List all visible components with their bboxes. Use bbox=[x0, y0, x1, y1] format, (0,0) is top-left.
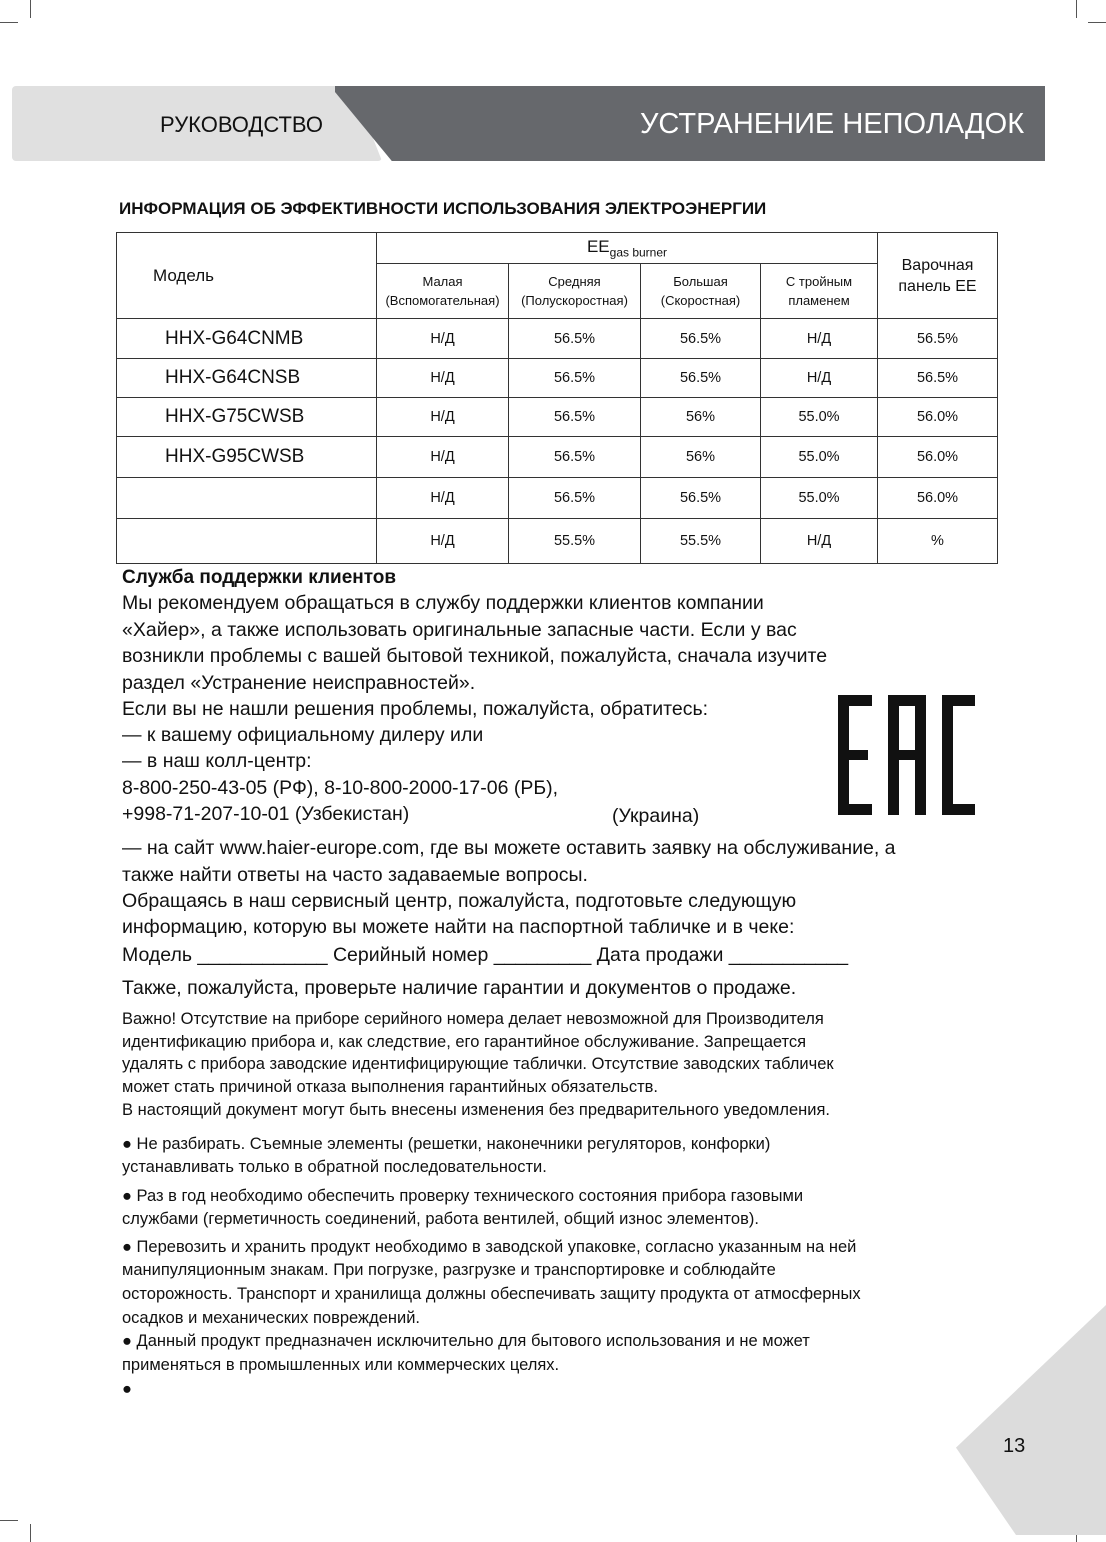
header-section-title: УСТРАНЕНИЕ НЕПОЛАДОК bbox=[640, 108, 1025, 140]
value-cell: 56.0% bbox=[878, 437, 998, 478]
value-cell: 55.0% bbox=[761, 437, 878, 478]
model-cell: HHX-G64CNMB bbox=[117, 319, 377, 359]
value-cell: 56% bbox=[641, 437, 761, 478]
model-cell bbox=[117, 519, 377, 564]
model-cell: HHX-G64CNSB bbox=[117, 359, 377, 398]
header-line: (Полускоростная) bbox=[521, 293, 628, 308]
page-corner-shape bbox=[956, 1305, 1106, 1535]
value-cell: 56.5% bbox=[641, 319, 761, 359]
support-line: раздел «Устранение неисправностей». bbox=[122, 672, 476, 694]
value-cell: 55.0% bbox=[761, 478, 878, 519]
model-header: Модель bbox=[117, 233, 377, 319]
page-number: 13 bbox=[1003, 1435, 1026, 1457]
crop-mark bbox=[0, 1520, 18, 1521]
value-cell: % bbox=[878, 519, 998, 564]
value-cell: 56.5% bbox=[878, 319, 998, 359]
header-line: Большая bbox=[673, 274, 728, 289]
value-cell: 56.5% bbox=[878, 359, 998, 398]
bullet-line: устанавливать только в обратной последовательности. bbox=[122, 1158, 547, 1176]
header-line: Средняя bbox=[548, 274, 601, 289]
value-cell: 55.0% bbox=[761, 398, 878, 437]
value-cell: 55.5% bbox=[509, 519, 641, 564]
bullet-line: службами (герметичность соединений, работа вентилей, общий износ элементов). bbox=[122, 1210, 759, 1228]
crop-mark bbox=[0, 22, 18, 23]
header-manual-label: РУКОВОДСТВО bbox=[160, 112, 323, 137]
bullet-line: осадков и механических повреждений. bbox=[122, 1309, 420, 1327]
header-line: панель EE bbox=[898, 277, 977, 295]
support-title: Служба поддержки клиентов bbox=[122, 567, 397, 588]
important-line: идентификацию прибора и, как следствие, его гарантийное обслуживание. Запрещается bbox=[122, 1033, 807, 1051]
value-cell: 56.5% bbox=[509, 478, 641, 519]
important-line: В настоящий документ могут быть внесены изменения без предварительного уведомления. bbox=[122, 1101, 831, 1119]
eac-logo bbox=[838, 695, 976, 815]
value-cell: Н/Д bbox=[377, 319, 509, 359]
bullet-line: ● Перевозить и хранить продукт необходимо в заводской упаковке, согласно указанным на ней bbox=[122, 1238, 857, 1256]
support-line: Обращаясь в наш сервисный центр, пожалуйста, подготовьте следующую bbox=[122, 890, 797, 912]
support-line: Также, пожалуйста, проверьте наличие гарантии и документов о продаже. bbox=[122, 977, 797, 999]
support-line: Модель ____________ Серийный номер _________ Дата продажи ___________ bbox=[122, 944, 849, 966]
value-cell: Н/Д bbox=[377, 398, 509, 437]
value-cell: 56.5% bbox=[509, 398, 641, 437]
bullet-line: осторожность. Транспорт и хранилища должны обеспечивать защиту продукта от атмосферных bbox=[122, 1285, 861, 1303]
crop-mark bbox=[1076, 0, 1077, 18]
bullet-line: ● bbox=[122, 1380, 132, 1398]
bullet-line: манипуляционным знакам. При погрузке, разгрузке и транспортировке и соблюдайте bbox=[122, 1261, 776, 1279]
support-line: — на сайт www.haier-europe.com, где вы можете оставить заявку на обслуживание, а bbox=[122, 837, 896, 859]
header-line: (Скоростная) bbox=[660, 293, 741, 308]
support-line: — к вашему официальному дилеру или bbox=[122, 724, 484, 746]
important-line: удалять с прибора заводские идентифицирующие таблички. Отсутствие заводских табличек bbox=[122, 1055, 834, 1073]
col-header-medium bbox=[509, 264, 641, 319]
bullet-line: применяться в промышленных или коммерческих целях. bbox=[122, 1356, 560, 1374]
value-cell: 56.5% bbox=[509, 319, 641, 359]
ee-main: EE bbox=[586, 236, 610, 256]
table-row bbox=[117, 359, 998, 398]
header-line: Варочная bbox=[901, 256, 974, 274]
value-cell: Н/Д bbox=[377, 519, 509, 564]
ukraine-label: (Украина) bbox=[612, 805, 700, 827]
support-line: Если вы не нашли решения проблемы, пожалуйста, обратитесь: bbox=[122, 698, 709, 720]
value-cell: Н/Д bbox=[761, 359, 878, 398]
value-cell: 56.0% bbox=[878, 398, 998, 437]
value-cell: 56% bbox=[641, 398, 761, 437]
support-line: информацию, которую вы можете найти на паспортной табличке и в чеке: bbox=[122, 916, 795, 938]
value-cell: Н/Д bbox=[377, 359, 509, 398]
value-cell: 55.5% bbox=[641, 519, 761, 564]
model-cell: HHX-G75CWSB bbox=[117, 398, 377, 437]
table-row bbox=[117, 519, 998, 564]
value-cell: Н/Д bbox=[761, 319, 878, 359]
table-row bbox=[117, 478, 998, 519]
col-header-triple bbox=[761, 264, 878, 319]
crop-mark bbox=[30, 0, 31, 18]
support-line: 8-800-250-43-05 (РФ), 8-10-800-2000-17-06 (РБ), bbox=[122, 777, 559, 799]
important-line: может стать причиной отказа выполнения гарантийных обязательств. bbox=[122, 1078, 659, 1096]
support-line: возникли проблемы с вашей бытовой техникой, пожалуйста, сначала изучите bbox=[122, 645, 828, 667]
bullet-line: ● Не разбирать. Съемные элементы (решетки, наконечники регуляторов, конфорки) bbox=[122, 1135, 771, 1153]
crop-mark bbox=[30, 1524, 31, 1542]
value-cell: 56.5% bbox=[641, 359, 761, 398]
col-header-large bbox=[641, 264, 761, 319]
support-line: «Хайер», а также использовать оригинальные запасные части. Если у вас bbox=[122, 619, 797, 641]
support-line: Мы рекомендуем обращаться в службу поддержки клиентов компании bbox=[122, 592, 764, 614]
table-row bbox=[117, 398, 998, 437]
bullet-line: ● Данный продукт предназначен исключительно для бытового использования и не может bbox=[122, 1332, 810, 1350]
header-line: Малая bbox=[422, 274, 463, 289]
value-cell: Н/Д bbox=[377, 478, 509, 519]
value-cell: 56.5% bbox=[509, 437, 641, 478]
efficiency-table bbox=[116, 232, 998, 564]
value-cell: Н/Д bbox=[761, 519, 878, 564]
important-line: Важно! Отсутствие на приборе серийного номера делает невозможной для Производителя bbox=[122, 1010, 824, 1028]
model-cell bbox=[117, 478, 377, 519]
section-title: ИНФОРМАЦИЯ ОБ ЭФФЕКТИВНОСТИ ИСПОЛЬЗОВАНИЯ ЭЛЕКТРОЭНЕРГИИ bbox=[119, 199, 767, 218]
value-cell: Н/Д bbox=[377, 437, 509, 478]
value-cell: 56.5% bbox=[641, 478, 761, 519]
crop-mark bbox=[1088, 22, 1106, 23]
ee-sub: gas burner bbox=[609, 245, 668, 260]
value-cell: 56.5% bbox=[509, 359, 641, 398]
support-line: также найти ответы на часто задаваемые вопросы. bbox=[122, 864, 588, 886]
bullet-line: ● Раз в год необходимо обеспечить проверку технического состояния прибора газовыми bbox=[122, 1187, 804, 1205]
table-row bbox=[117, 319, 998, 359]
support-line: +998-71-207-10-01 (Узбекистан) bbox=[122, 803, 410, 825]
header-line: пламенем bbox=[788, 293, 850, 308]
panel-ee-header bbox=[878, 233, 998, 319]
model-cell: HHX-G95CWSB bbox=[117, 437, 377, 478]
header-line: С тройным bbox=[785, 274, 853, 289]
header-line: (Вспомогательная) bbox=[385, 293, 500, 308]
value-cell: 56.0% bbox=[878, 478, 998, 519]
ee-header bbox=[377, 233, 878, 264]
table-row bbox=[117, 437, 998, 478]
support-line: — в наш колл-центр: bbox=[122, 750, 312, 772]
col-header-small bbox=[377, 264, 509, 319]
